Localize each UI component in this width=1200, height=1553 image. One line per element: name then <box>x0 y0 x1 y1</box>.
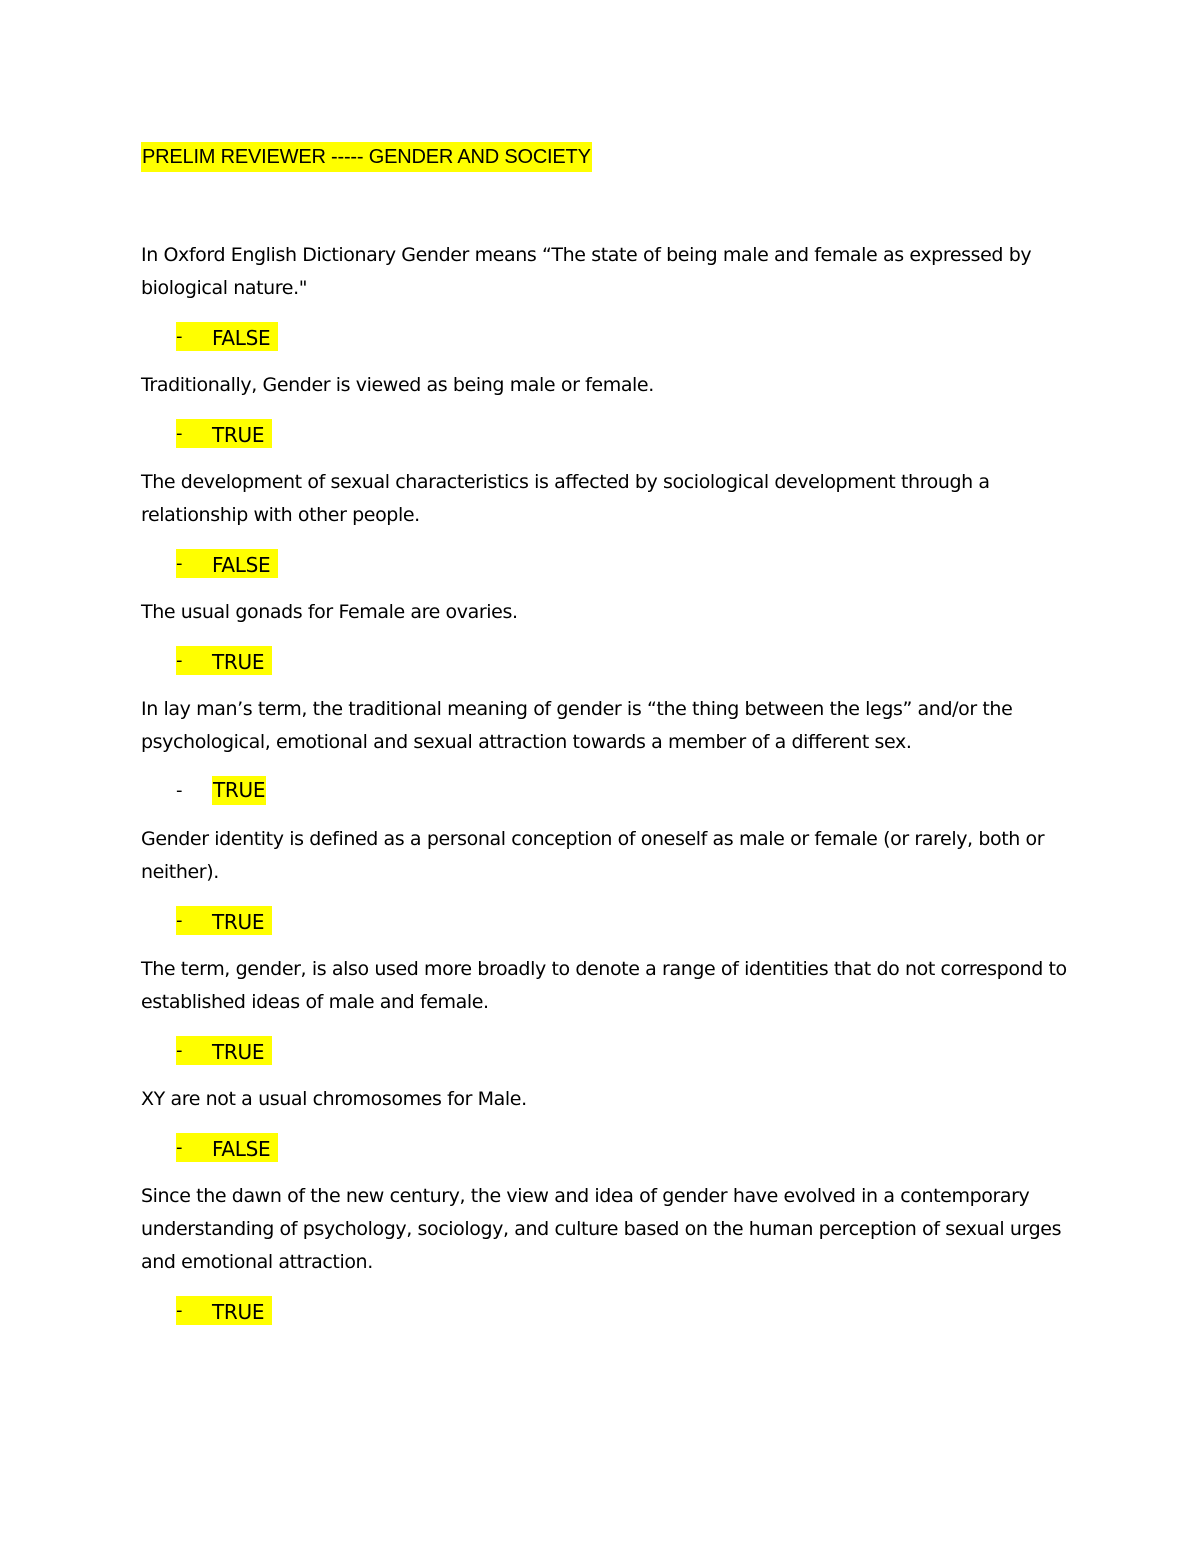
answer-line <box>141 1034 1071 1067</box>
answer-line <box>141 320 1071 353</box>
answer-dash: - <box>176 910 183 931</box>
answer-value: TRUE <box>212 910 265 934</box>
answer-line <box>141 774 1071 807</box>
question-text: The term, gender, is also used more broadly to denote a range of identities that do not correspond to established ideas of male and female. <box>141 958 1067 1013</box>
answer-line <box>141 1131 1071 1164</box>
question-text: In lay man’s term, the traditional meaning of gender is “the thing between the legs” and/or the psychological, emotional and sexual attraction towards a member of a different sex. <box>141 698 1013 753</box>
answer-value: TRUE <box>212 423 265 447</box>
document-title: PRELIM REVIEWER ----- GENDER AND SOCIETY <box>141 142 592 172</box>
answer-dash: - <box>176 1300 183 1321</box>
question-text: The development of sexual characteristics is affected by sociological development through a relationship with other people. <box>141 471 990 526</box>
answer-value: TRUE <box>212 650 265 674</box>
answer-value: FALSE <box>212 553 271 577</box>
answer-highlight <box>176 646 272 675</box>
answer-dash: - <box>176 1040 183 1061</box>
answer-dash: - <box>176 553 183 574</box>
answer-dash: - <box>176 423 183 444</box>
question-text: Traditionally, Gender is viewed as being male or female. <box>141 374 654 396</box>
question-text: Since the dawn of the new century, the view and idea of gender have evolved in a contemporary understanding of psychology, sociology, and culture based on the human perception of sexual urges and emotional attraction. <box>141 1185 1062 1273</box>
question-text: In Oxford English Dictionary Gender means “The state of being male and female as expressed by biological nature." <box>141 244 1032 299</box>
answer-line <box>141 644 1071 677</box>
answer-value: TRUE <box>212 776 266 805</box>
answer-line <box>141 1294 1071 1327</box>
answer-dash: - <box>176 650 183 671</box>
question-text: Gender identity is defined as a personal conception of oneself as male or female (or rarely, both or neither). <box>141 828 1045 883</box>
answer-highlight <box>176 322 278 351</box>
answer-value: TRUE <box>212 1040 265 1064</box>
question-text: XY are not a usual chromosomes for Male. <box>141 1088 527 1110</box>
answer-value: FALSE <box>212 1137 271 1161</box>
answer-line <box>141 547 1071 580</box>
answer-highlight <box>176 906 272 935</box>
answer-value: FALSE <box>212 326 271 350</box>
question-text: The usual gonads for Female are ovaries. <box>141 601 518 623</box>
answer-highlight <box>176 1133 278 1162</box>
answer-highlight <box>176 1036 272 1065</box>
answer-highlight <box>176 1296 272 1325</box>
answer-line <box>141 417 1071 450</box>
answer-highlight <box>176 419 272 448</box>
answer-line <box>141 904 1071 937</box>
answer-dash: - <box>176 326 183 347</box>
answer-dash: - <box>176 1137 183 1158</box>
question-list <box>141 239 1071 1343</box>
answer-value: TRUE <box>212 1300 265 1324</box>
answer-highlight <box>176 549 278 578</box>
answer-dash: - <box>176 780 183 801</box>
